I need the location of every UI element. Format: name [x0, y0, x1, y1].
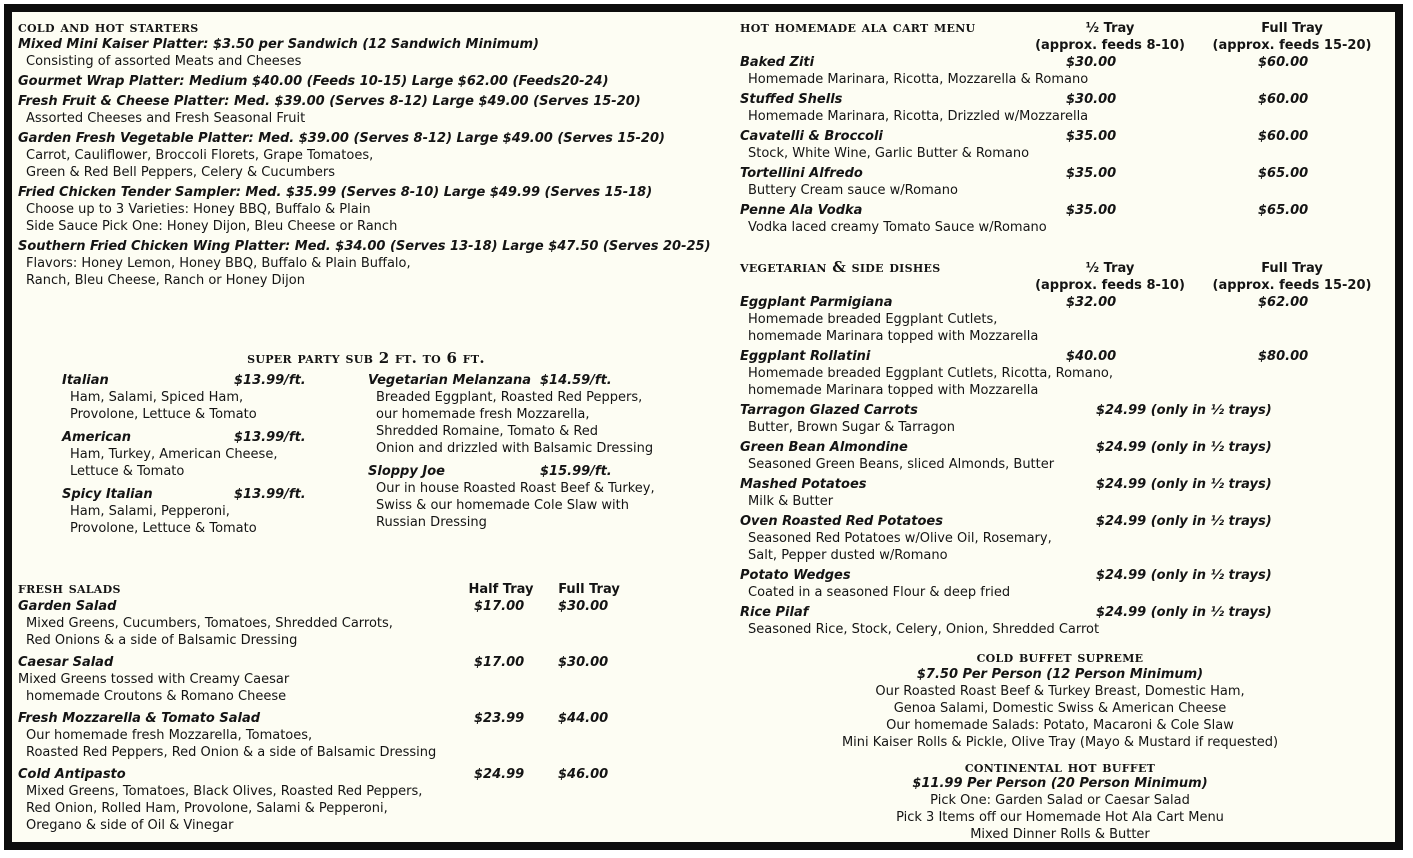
side-item-desc: Seasoned Green Beans, sliced Almonds, Butter: [748, 457, 1055, 472]
hot-menu-list: [740, 54, 1380, 239]
side-item-desc: Coated in a seasoned Flour & deep fried: [748, 585, 1011, 600]
hot-buffet-line: Pick One: Garden Salad or Caesar Salad: [930, 793, 1190, 808]
salad-full-price: $30.00: [558, 655, 609, 670]
salad-full-price: $30.00: [558, 599, 609, 614]
hot-item-desc: Buttery Cream sauce w/Romano: [748, 183, 958, 198]
starter-title: Fresh Fruit & Cheese Platter: Med. $39.00 (Serves 8-12) Large $49.00 (Serves 15-20): [18, 94, 641, 109]
hot-item-desc: Homemade Marinara, Ricotta, Mozzarella & Romano: [748, 72, 1089, 87]
sub-name: Vegetarian Melanzana: [368, 373, 532, 388]
starter-desc: Assorted Cheeses and Fresh Seasonal Fruit: [26, 111, 306, 126]
starter-title: Southern Fried Chicken Wing Platter: Med. $34.00 (Serves 13-18) Large $47.50 (Serves 20-25): [18, 239, 711, 254]
cold-buffet-line: Mini Kaiser Rolls & Pickle, Olive Tray (Mayo & Mustard if requested): [841, 735, 1279, 750]
sub-price: $14.59/ft.: [540, 373, 612, 388]
sub-desc: Lettuce & Tomato: [70, 464, 185, 479]
cold-buffet-title: cold buffet supreme: [976, 648, 1144, 666]
cold-buffet-lines: [740, 683, 1380, 751]
veg-list: [740, 294, 1380, 641]
hot-item-name: Stuffed Shells: [740, 92, 843, 107]
side-item-price: $24.99 (only in ½ trays): [1096, 477, 1272, 492]
salads-half-header: Half Tray: [468, 582, 534, 597]
subs-left: [62, 372, 362, 543]
veg-item: [740, 348, 1380, 399]
sub-desc: Provolone, Lettuce & Tomato: [70, 521, 257, 536]
hot-buffet-price: $11.99 Per Person (20 Person Minimum): [912, 776, 1208, 791]
sub-name: American: [62, 430, 132, 445]
salad-item: [18, 710, 708, 761]
starters-title: cold and hot starters: [18, 18, 199, 36]
side-item-desc: Butter, Brown Sugar & Tarragon: [748, 420, 955, 435]
starter-title: Gourmet Wrap Platter: Medium $40.00 (Feeds 10-15) Large $62.00 (Feeds20-24): [18, 74, 609, 89]
sub-price: $13.99/ft.: [234, 373, 306, 388]
side-item: [740, 604, 1380, 638]
side-item: [740, 567, 1380, 601]
starter-desc: Ranch, Bleu Cheese, Ranch or Honey Dijon: [26, 273, 305, 288]
hot-item-name: Penne Ala Vodka: [740, 203, 863, 218]
sub-desc: Ham, Salami, Spiced Ham,: [70, 390, 244, 405]
hot-buffet-title: continental hot buffet: [964, 758, 1156, 776]
salad-desc: Mixed Greens tossed with Creamy Caesar: [18, 672, 290, 687]
starter-item: [18, 130, 708, 181]
sub-desc: Ham, Turkey, American Cheese,: [70, 447, 278, 462]
veg-half-price: $32.00: [1066, 295, 1117, 310]
salad-desc: Mixed Greens, Tomatoes, Black Olives, Roasted Red Peppers,: [26, 784, 423, 799]
veg-item-desc: homemade Marinara topped with Mozzarella: [748, 383, 1039, 398]
side-item-name: Potato Wedges: [740, 568, 851, 583]
hot-item: [740, 54, 1380, 88]
veg-full-sub: (approx. feeds 15-20): [1212, 278, 1372, 293]
side-item: [740, 513, 1380, 564]
salad-desc: Oregano & side of Oil & Vinegar: [26, 818, 234, 833]
hot-item: [740, 202, 1380, 236]
hot-buffet-line: Pick 3 Items off our Homemade Hot Ala Cart Menu: [896, 810, 1224, 825]
veg-full-price: $80.00: [1258, 349, 1309, 364]
salad-name: Fresh Mozzarella & Tomato Salad: [18, 711, 261, 726]
hot-half-price: $35.00: [1066, 203, 1117, 218]
side-item-price: $24.99 (only in ½ trays): [1096, 440, 1272, 455]
starter-desc: Carrot, Cauliflower, Broccoli Florets, Grape Tomatoes,: [26, 148, 374, 163]
salad-half-price: $24.99: [474, 767, 525, 782]
side-item-price: $24.99 (only in ½ trays): [1096, 514, 1272, 529]
hot-full-price: $65.00: [1258, 203, 1309, 218]
sub-name: Italian: [62, 373, 109, 388]
sub-desc: Breaded Eggplant, Roasted Red Peppers,: [376, 390, 643, 405]
salad-item: [18, 766, 708, 834]
hot-item: [740, 165, 1380, 199]
sub-name: Spicy Italian: [62, 487, 153, 502]
side-item-price: $24.99 (only in ½ trays): [1096, 568, 1272, 583]
salad-desc: Roasted Red Peppers, Red Onion & a side of Balsamic Dressing: [26, 745, 437, 760]
veg-full-price: $62.00: [1258, 295, 1309, 310]
side-item-price: $24.99 (only in ½ trays): [1096, 605, 1272, 620]
sub-item: [62, 372, 362, 423]
sub-desc: Shredded Romaine, Tomato & Red: [376, 424, 599, 439]
veg-item-desc: Homemade breaded Eggplant Cutlets, Ricotta, Romano,: [748, 366, 1114, 381]
starter-title: Fried Chicken Tender Sampler: Med. $35.99 (Serves 8-10) Large $49.99 (Serves 15-18): [18, 185, 653, 200]
cold-buffet-line: Genoa Salami, Domestic Swiss & American Cheese: [893, 701, 1227, 716]
side-item-name: Tarragon Glazed Carrots: [740, 403, 918, 418]
hot-buffet-lines: [740, 792, 1380, 843]
veg-half-sub: (approx. feeds 8-10): [1035, 278, 1185, 293]
sub-item: [62, 429, 362, 480]
veg-half-header: ½ Tray: [1085, 261, 1135, 276]
side-item-desc: Seasoned Rice, Stock, Celery, Onion, Shredded Carrot: [748, 622, 1100, 637]
hot-full-price: $60.00: [1258, 55, 1309, 70]
starter-desc: Side Sauce Pick One: Honey Dijon, Bleu Cheese or Ranch: [26, 219, 398, 234]
hot-item: [740, 128, 1380, 162]
salad-half-price: $17.00: [474, 599, 525, 614]
salad-full-price: $44.00: [558, 711, 609, 726]
salad-desc: Our homemade fresh Mozzarella, Tomatoes,: [26, 728, 313, 743]
sub-item: [62, 486, 362, 537]
salad-desc: Mixed Greens, Cucumbers, Tomatoes, Shredded Carrots,: [26, 616, 393, 631]
side-item-price: $24.99 (only in ½ trays): [1096, 403, 1272, 418]
salad-name: Garden Salad: [18, 599, 117, 614]
hot-half-price: $30.00: [1066, 55, 1117, 70]
hot-half-price: $35.00: [1066, 129, 1117, 144]
starter-title: Garden Fresh Vegetable Platter: Med. $39.00 (Serves 8-12) Large $49.00 (Serves 15-20): [18, 131, 665, 146]
veg-item-desc: homemade Marinara topped with Mozzarella: [748, 329, 1039, 344]
veg-title: vegetarian & side dishes: [740, 258, 941, 276]
salad-half-price: $23.99: [474, 711, 525, 726]
hot-half-header: ½ Tray: [1085, 21, 1135, 36]
sub-desc: Our in house Roasted Roast Beef & Turkey,: [376, 481, 655, 496]
hot-full-sub: (approx. feeds 15-20): [1212, 38, 1372, 53]
side-item: [740, 476, 1380, 510]
sub-price: $13.99/ft.: [234, 430, 306, 445]
starter-desc: Choose up to 3 Varieties: Honey BBQ, Buffalo & Plain: [26, 202, 371, 217]
sub-desc: Ham, Salami, Pepperoni,: [70, 504, 230, 519]
salad-name: Cold Antipasto: [18, 767, 126, 782]
salads-title: fresh salads: [18, 579, 121, 597]
side-item-name: Oven Roasted Red Potatoes: [740, 514, 943, 529]
hot-half-sub: (approx. feeds 8-10): [1035, 38, 1185, 53]
salad-desc: homemade Croutons & Romano Cheese: [26, 689, 287, 704]
cold-buffet-price: $7.50 Per Person (12 Person Minimum): [916, 667, 1204, 682]
starter-item: [18, 73, 708, 90]
sub-item: [368, 463, 708, 531]
starter-desc: Flavors: Honey Lemon, Honey BBQ, Buffalo & Plain Buffalo,: [26, 256, 411, 271]
sub-item: [368, 372, 708, 457]
starter-desc: Green & Red Bell Peppers, Celery & Cucumbers: [26, 165, 335, 180]
veg-half-price: $40.00: [1066, 349, 1117, 364]
hot-menu-title: hot homemade ala cart menu: [740, 18, 976, 36]
veg-item-name: Eggplant Rollatini: [740, 349, 871, 364]
salad-item: [18, 654, 708, 705]
veg-full-header: Full Tray: [1261, 261, 1323, 276]
veg-item: [740, 294, 1380, 345]
side-item-desc: Seasoned Red Potatoes w/Olive Oil, Rosemary,: [748, 531, 1052, 546]
side-item-desc: Milk & Butter: [748, 494, 834, 509]
salad-item: [18, 598, 708, 649]
hot-buffet-line: Mixed Dinner Rolls & Butter: [970, 827, 1150, 842]
sub-desc: Russian Dressing: [376, 515, 487, 530]
hot-item-desc: Homemade Marinara, Ricotta, Drizzled w/Mozzarella: [748, 109, 1089, 124]
side-item-name: Mashed Potatoes: [740, 477, 867, 492]
sub-desc: Onion and drizzled with Balsamic Dressing: [376, 441, 654, 456]
starter-title: Mixed Mini Kaiser Platter: $3.50 per Sandwich (12 Sandwich Minimum): [18, 37, 539, 52]
menu-frame: [4, 4, 1403, 850]
salad-desc: Red Onion, Rolled Ham, Provolone, Salami & Pepperoni,: [26, 801, 388, 816]
salad-desc: Red Onions & a side of Balsamic Dressing: [26, 633, 298, 648]
hot-item-desc: Stock, White Wine, Garlic Butter & Romano: [748, 146, 1030, 161]
side-item-desc: Salt, Pepper dusted w/Romano: [748, 548, 948, 563]
veg-item-desc: Homemade breaded Eggplant Cutlets,: [748, 312, 998, 327]
side-item: [740, 402, 1380, 436]
hot-full-price: $60.00: [1258, 129, 1309, 144]
starter-item: [18, 36, 708, 70]
subs-title: super party sub 2 ft. to 6 ft.: [247, 349, 485, 367]
menu-page: [12, 12, 1395, 842]
sub-desc: Swiss & our homemade Cole Slaw with: [376, 498, 629, 513]
hot-full-header: Full Tray: [1261, 21, 1323, 36]
salad-half-price: $17.00: [474, 655, 525, 670]
side-item: [740, 439, 1380, 473]
salad-full-price: $46.00: [558, 767, 609, 782]
salad-name: Caesar Salad: [18, 655, 114, 670]
starter-item: [18, 93, 708, 127]
starter-desc: Consisting of assorted Meats and Cheeses: [26, 54, 302, 69]
hot-half-price: $35.00: [1066, 166, 1117, 181]
hot-full-price: $60.00: [1258, 92, 1309, 107]
starters-list: [18, 36, 711, 289]
hot-full-price: $65.00: [1258, 166, 1309, 181]
sub-price: $13.99/ft.: [234, 487, 306, 502]
side-item-name: Rice Pilaf: [740, 605, 809, 620]
starter-item: [18, 238, 711, 289]
salads-full-header: Full Tray: [558, 582, 620, 597]
salads-list: [18, 598, 708, 839]
hot-half-price: $30.00: [1066, 92, 1117, 107]
cold-buffet-line: Our Roasted Roast Beef & Turkey Breast, Domestic Ham,: [875, 684, 1245, 699]
hot-item-name: Cavatelli & Broccoli: [740, 129, 883, 144]
side-item-name: Green Bean Almondine: [740, 440, 908, 455]
veg-item-name: Eggplant Parmigiana: [740, 295, 893, 310]
sub-desc: Provolone, Lettuce & Tomato: [70, 407, 257, 422]
cold-buffet-line: Our homemade Salads: Potato, Macaroni & Cole Slaw: [886, 718, 1234, 733]
sub-name: Sloppy Joe: [368, 464, 445, 479]
sub-price: $15.99/ft.: [540, 464, 612, 479]
starter-item: [18, 184, 708, 235]
subs-right: [368, 372, 708, 537]
hot-item-name: Tortellini Alfredo: [740, 166, 863, 181]
hot-item-desc: Vodka laced creamy Tomato Sauce w/Romano: [748, 220, 1047, 235]
hot-item: [740, 91, 1380, 125]
sub-desc: our homemade fresh Mozzarella,: [376, 407, 590, 422]
hot-item-name: Baked Ziti: [740, 55, 815, 70]
